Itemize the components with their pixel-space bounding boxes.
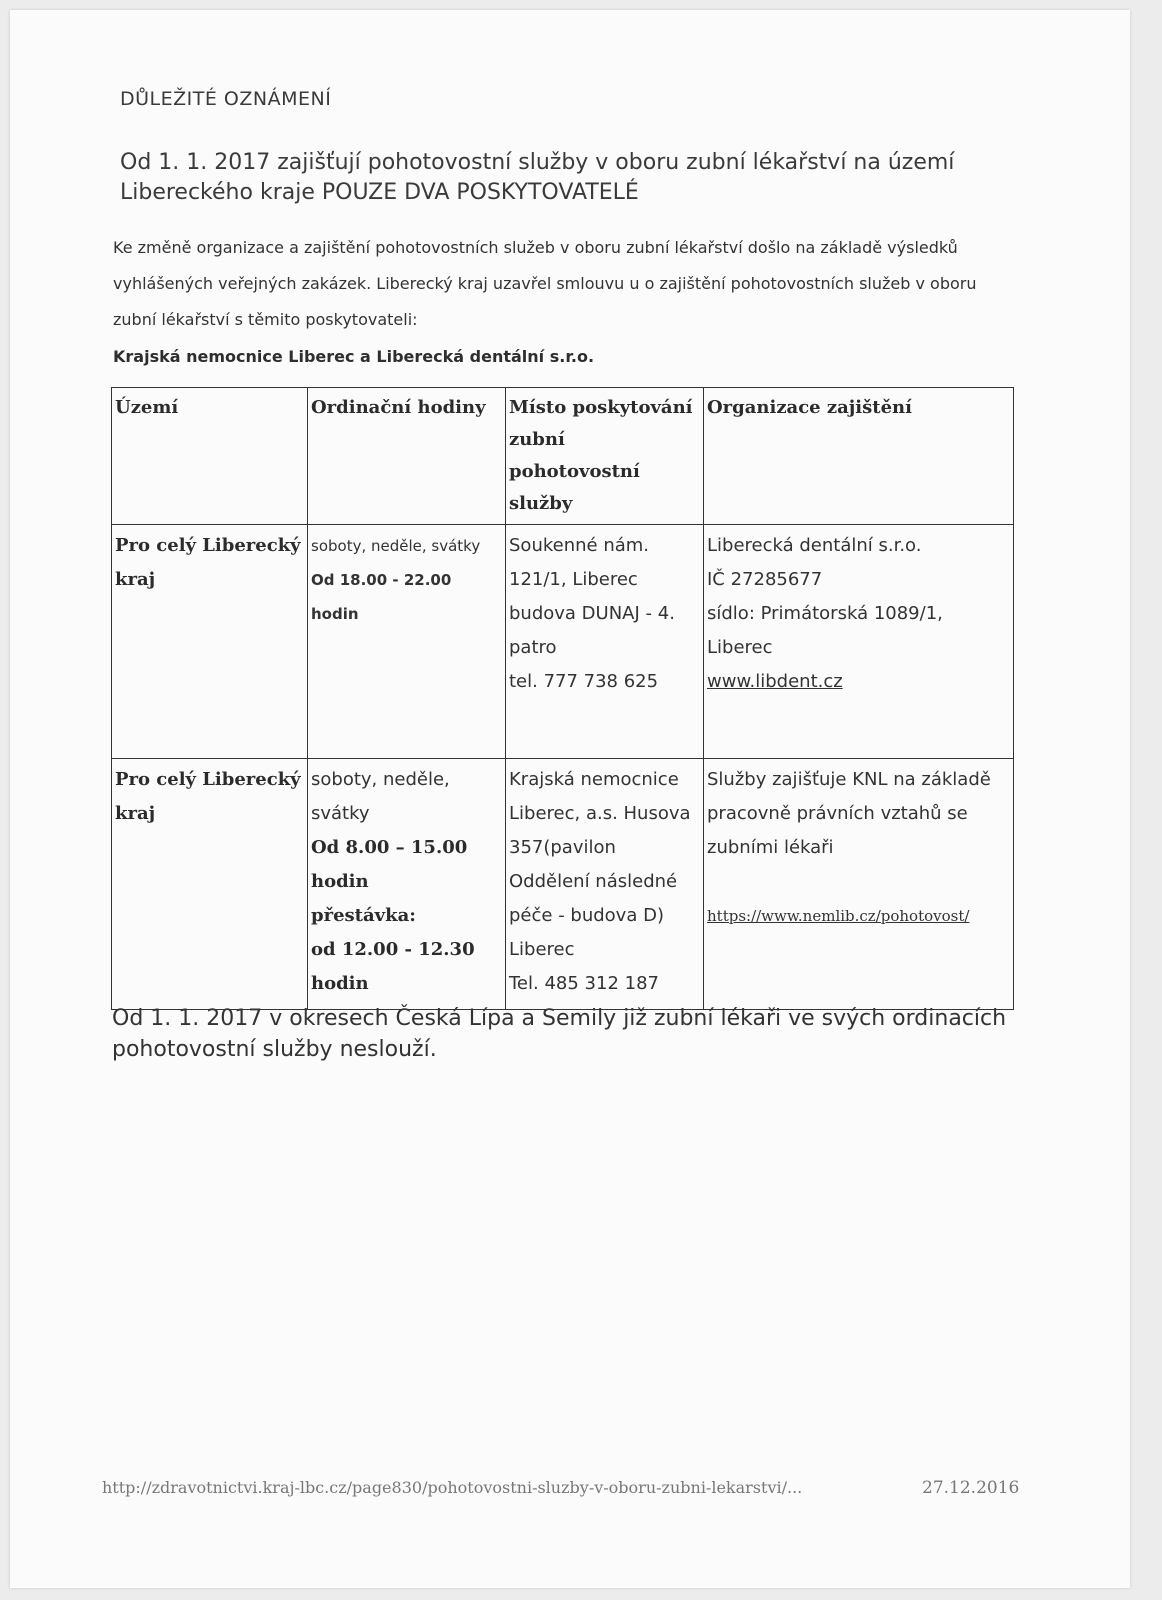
cell-place bbox=[506, 759, 704, 1010]
footer-date: 27.12.2016 bbox=[922, 1478, 1020, 1498]
org-web-link[interactable]: https://www.nemlib.cz/pohotovost/ bbox=[707, 907, 970, 925]
org-ic: IČ 27285677 bbox=[707, 569, 823, 590]
cell-hours bbox=[308, 525, 506, 759]
document-page bbox=[10, 10, 1130, 1588]
table-row bbox=[112, 759, 1014, 1010]
org-seat: sídlo: Primátorská 1089/1, Liberec bbox=[707, 603, 943, 658]
hours-days: soboty, neděle, svátky bbox=[311, 769, 450, 824]
hours-time: Od 18.00 - 22.00 bbox=[311, 571, 452, 589]
table-header-row bbox=[112, 388, 1014, 525]
schedule-table bbox=[111, 387, 1014, 1010]
cell-hours bbox=[308, 759, 506, 1010]
spacer bbox=[707, 865, 1010, 899]
header-hours: Ordinační hodiny bbox=[308, 388, 506, 525]
header-place: Místo poskytování zubní pohotovostní služby bbox=[506, 388, 704, 525]
cell-organization bbox=[704, 759, 1014, 1010]
hours-break-label: přestávka: bbox=[311, 905, 416, 926]
cell-area: Pro celý Liberecký kraj bbox=[112, 759, 308, 1010]
hours-break: od 12.00 - 12.30 hodin bbox=[311, 939, 475, 994]
org-name: Liberecká dentální s.r.o. bbox=[707, 535, 922, 556]
hours-unit: hodin bbox=[311, 605, 359, 623]
place-phone: tel. 777 738 625 bbox=[509, 671, 659, 692]
intro-paragraph: Od 1. 1. 2017 zajišťují pohotovostní služby v oboru zubní lékařství na území Libereckého kraje POUZE DVA POSKYTOVATELÉ bbox=[120, 150, 955, 205]
cell-area: Pro celý Liberecký kraj bbox=[112, 525, 308, 759]
place-address: Soukenné nám. 121/1, Liberec budova DUNAJ - 4. patro bbox=[509, 535, 675, 658]
footer-url: http://zdravotnictvi.kraj-lbc.cz/page830/pohotovostni-sluzby-v-oboru-zubni-lekarstvi/... bbox=[102, 1478, 803, 1497]
cell-place bbox=[506, 525, 704, 759]
table-row bbox=[112, 525, 1014, 759]
hours-time: Od 8.00 – 15.00 hodin bbox=[311, 837, 468, 892]
org-web-link[interactable]: www.libdent.cz bbox=[707, 671, 843, 692]
cell-organization bbox=[704, 525, 1014, 759]
hours-days: soboty, neděle, svátky bbox=[311, 537, 481, 555]
providers-line: Krajská nemocnice Liberec a Liberecká dentální s.r.o. bbox=[113, 347, 595, 366]
org-text: Služby zajišťuje KNL na základě pracovně právních vztahů se zubními lékaři bbox=[707, 769, 991, 858]
closing-paragraph: Od 1. 1. 2017 v okresech Česká Lípa a Semily již zubní lékaři ve svých ordinacích pohotovostní služby neslouží. bbox=[112, 1006, 1007, 1062]
body-paragraph: Ke změně organizace a zajištění pohotovostních služeb v oboru zubní lékařství došlo na základě výsledků vyhlášených veřejných zakázek. Liberecký kraj uzavřel smlouvu u o zajištění pohotovostních služeb v oboru zubní lékařství s těmito poskytovateli: bbox=[113, 238, 977, 329]
header-organization: Organizace zajištění bbox=[704, 388, 1014, 525]
place-address: Krajská nemocnice Liberec, a.s. Husova 357(pavilon Oddělení následné péče - budova D) Liberec bbox=[509, 769, 691, 960]
page-heading: DŮLEŽITÉ OZNÁMENÍ bbox=[120, 88, 332, 110]
place-phone: Tel. 485 312 187 bbox=[509, 973, 659, 994]
header-area: Území bbox=[112, 388, 308, 525]
